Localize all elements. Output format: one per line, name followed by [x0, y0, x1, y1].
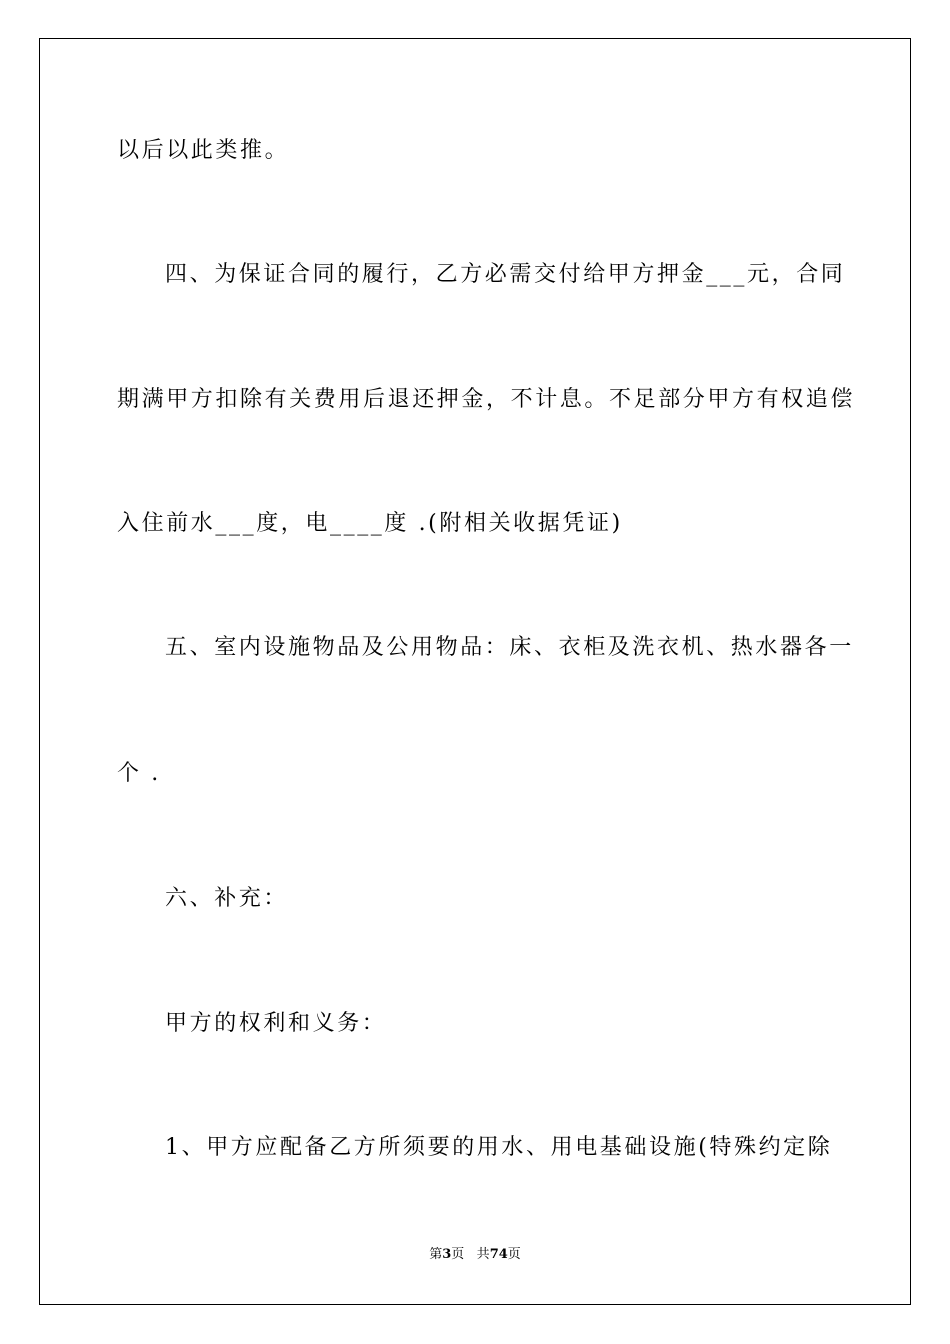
page-footer — [0, 1246, 950, 1264]
footer-total-suffix: 页 — [507, 1247, 521, 1262]
footer-page-number: 3 — [442, 1247, 452, 1262]
footer-page-suffix: 页 — [451, 1247, 465, 1262]
footer-total-pages: 74 — [489, 1247, 508, 1262]
footer-page-prefix: 第 — [429, 1247, 443, 1262]
footer-total-prefix: 共 — [476, 1247, 490, 1262]
text-line-3: 期满甲方扣除有关费用后退还押金，不计息。不足部分甲方有权追偿 — [117, 387, 856, 412]
text-line-1: 以后以此类推。 — [117, 138, 290, 163]
text-line-6: 个 . — [117, 761, 161, 786]
page-border — [39, 38, 911, 1305]
section-heading-supplement: 六、补充： — [165, 886, 289, 911]
subheading-party-a-rights: 甲方的权利和义务： — [165, 1011, 387, 1036]
text-line-5: 五、室内设施物品及公用物品：床、衣柜及洗衣机、热水器各一 — [165, 635, 854, 660]
text-line-2: 四、为保证合同的履行，乙方必需交付给甲方押金___元，合同 — [165, 262, 846, 287]
text-line-9: 1、甲方应配备乙方所须要的用水、用电基础设施(特殊约定除 — [165, 1135, 833, 1160]
text-line-4: 入住前水___度，电____度 .(附相关收据凭证) — [117, 511, 623, 536]
